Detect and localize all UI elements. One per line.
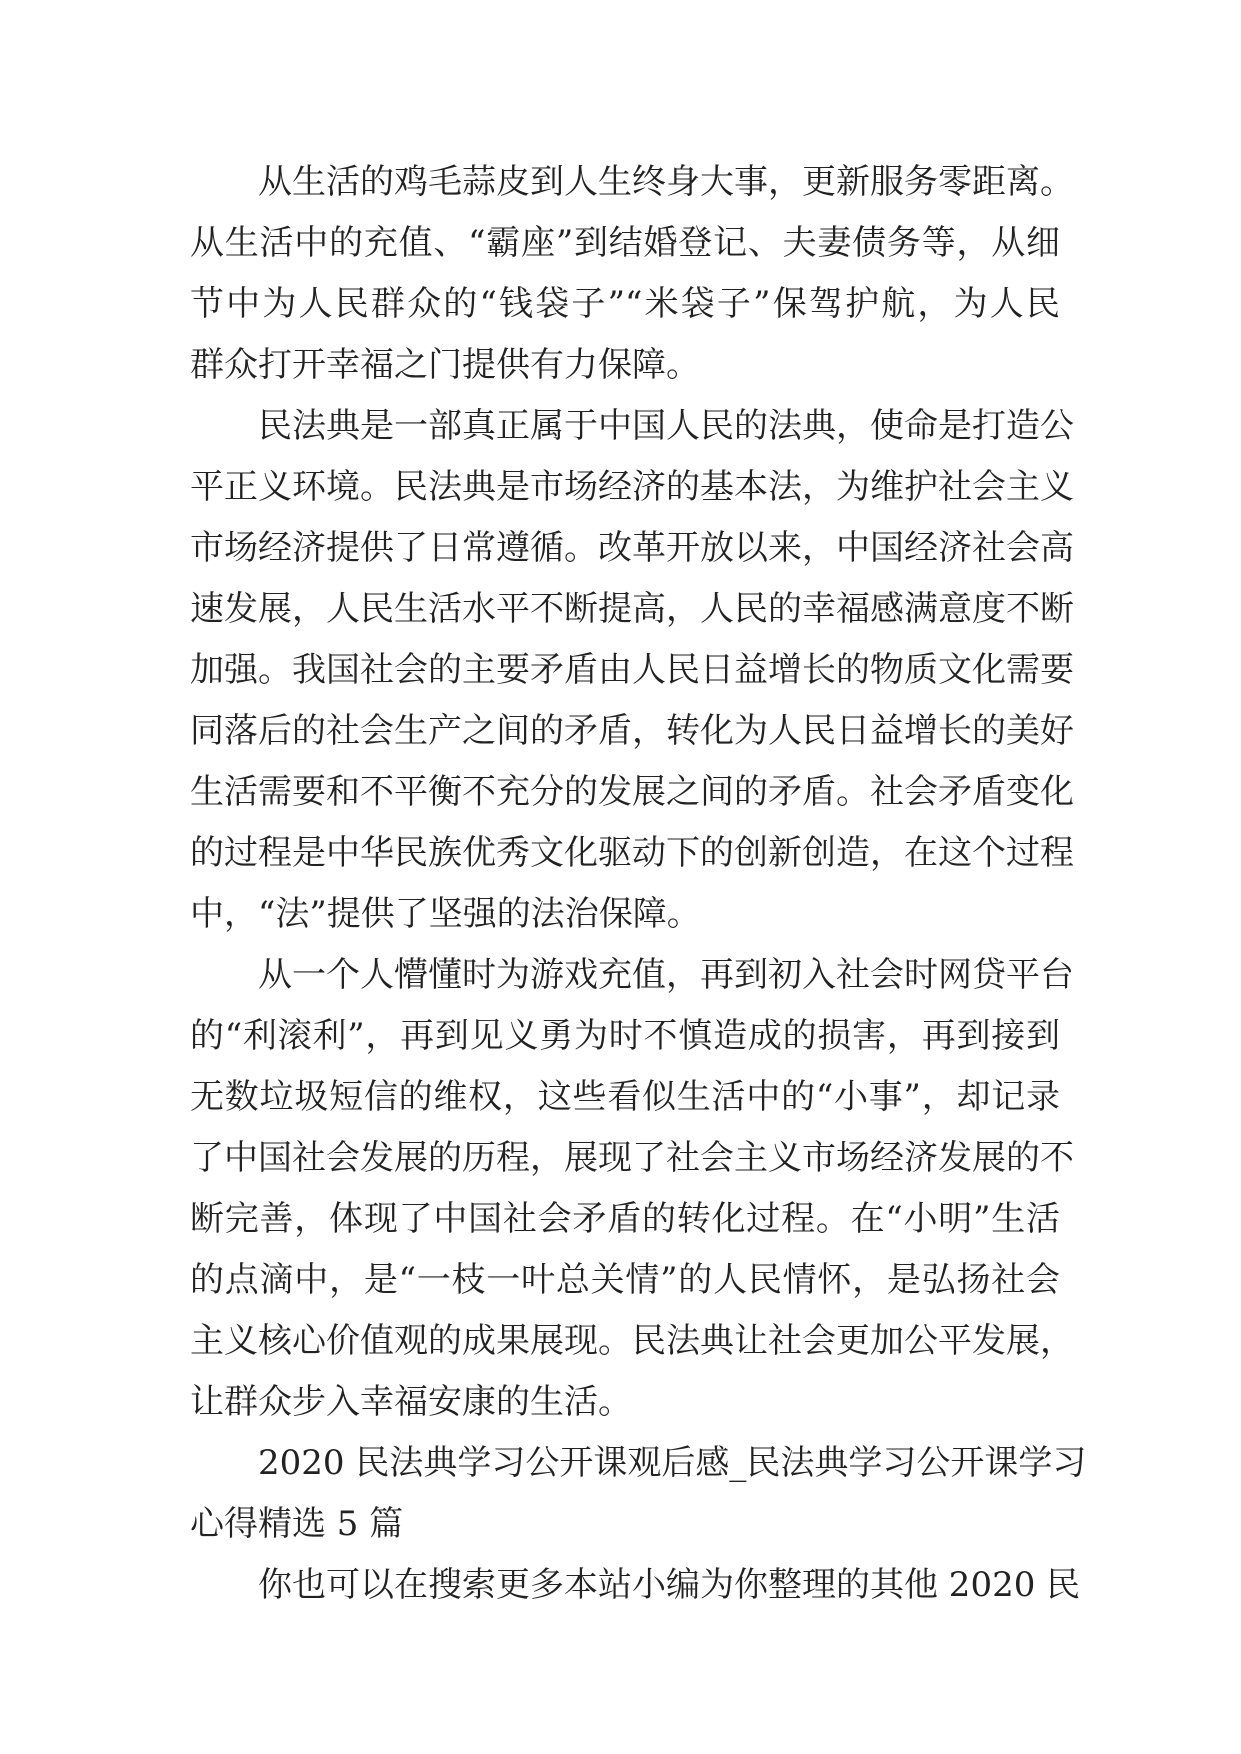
paragraph-3-line-8: 让群众步入幸福安康的生活。 xyxy=(190,1382,632,1422)
paragraph-3-line-5: 断完善，体现了中国社会矛盾的转化过程。在“小明”生活 xyxy=(190,1199,1060,1239)
paragraph-4-line-1: 2020 民法典学习公开课观后感_民法典学习公开课学习 xyxy=(258,1443,1087,1483)
paragraph-3-line-4: 了中国社会发展的历程，展现了社会主义市场经济发展的不 xyxy=(190,1138,1074,1178)
paragraph-2-line-4: 速发展，人民生活水平不断提高，人民的幸福感满意度不断 xyxy=(190,589,1074,629)
paragraph-2-line-7: 生活需要和不平衡不充分的发展之间的矛盾。社会矛盾变化 xyxy=(190,772,1074,812)
paragraph-5-line-1: 你也可以在搜索更多本站小编为你整理的其他 2020 民 xyxy=(258,1565,1081,1605)
paragraph-3-line-1: 从一个人懵懂时为游戏充值，再到初入社会时网贷平台 xyxy=(258,955,1074,995)
document-body xyxy=(190,152,1087,1616)
paragraph-2-line-6: 同落后的社会生产之间的矛盾，转化为人民日益增长的美好 xyxy=(190,711,1074,751)
paragraph-1-line-1: 从生活的鸡毛蒜皮到人生终身大事，更新服务零距离。 xyxy=(258,162,1074,202)
paragraph-2-line-8: 的过程是中华民族优秀文化驱动下的创新创造，在这个过程 xyxy=(190,833,1074,873)
paragraph-3-line-7: 主义核心价值观的成果展现。民法典让社会更加公平发展， xyxy=(190,1321,1074,1361)
paragraph-2-line-1: 民法典是一部真正属于中国人民的法典，使命是打造公 xyxy=(258,406,1074,446)
paragraph-1-line-2: 从生活中的充值、“霸座”到结婚登记、夫妻债务等，从细 xyxy=(190,223,1060,263)
paragraph-2-line-9: 中，“法”提供了坚强的法治保障。 xyxy=(190,894,701,934)
paragraph-3-line-3: 无数垃圾短信的维权，这些看似生活中的“小事”，却记录 xyxy=(190,1077,1060,1117)
paragraph-1-line-4: 群众打开幸福之门提供有力保障。 xyxy=(190,345,700,385)
paragraph-4-line-2: 心得精选 5 篇 xyxy=(190,1504,404,1544)
paragraph-1-line-3: 节中为人民群众的“钱袋子”“米袋子”保驾护航，为人民 xyxy=(190,284,1060,324)
paragraph-2-line-2: 平正义环境。民法典是市场经济的基本法，为维护社会主义 xyxy=(190,467,1074,507)
paragraph-2-line-3: 市场经济提供了日常遵循。改革开放以来，中国经济社会高 xyxy=(190,528,1074,568)
paragraph-2-line-5: 加强。我国社会的主要矛盾由人民日益增长的物质文化需要 xyxy=(190,650,1074,690)
paragraph-3-line-2: 的“利滚利”，再到见义勇为时不慎造成的损害，再到接到 xyxy=(190,1016,1060,1056)
paragraph-3-line-6: 的点滴中，是“一枝一叶总关情”的人民情怀，是弘扬社会 xyxy=(190,1260,1060,1300)
